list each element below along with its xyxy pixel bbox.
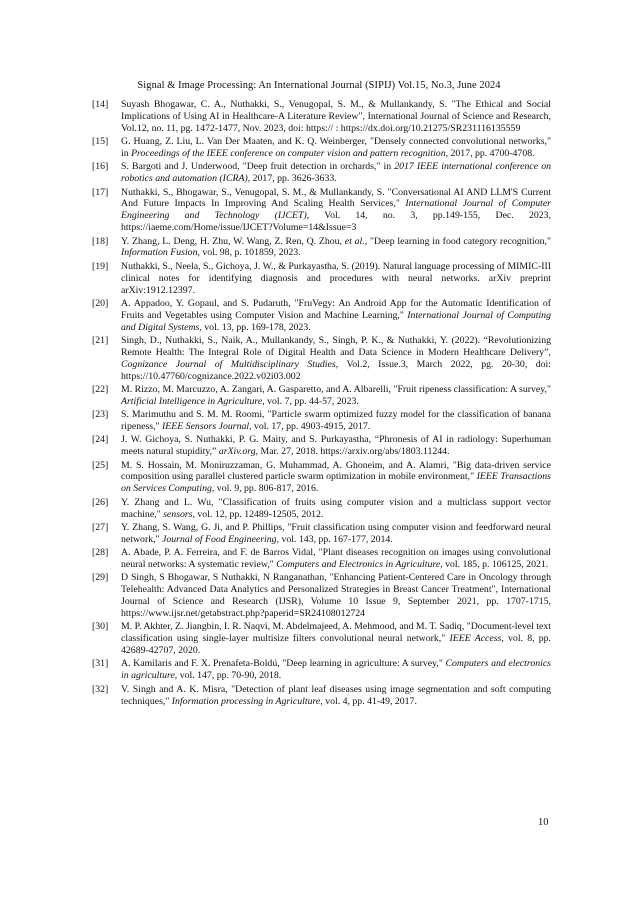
reference-number: [32] bbox=[92, 683, 109, 695]
reference-segment: vol. 13, pp. 169-178, 2023. bbox=[201, 321, 311, 333]
reference-venue: Journal of Food Engineering, bbox=[162, 533, 280, 545]
reference-item bbox=[92, 658, 551, 682]
reference-number: [25] bbox=[92, 459, 109, 471]
running-header: Signal & Image Processing: An International Journal (SIPIJ) Vol.15, No.3, June 2024 bbox=[137, 80, 501, 91]
reference-number: [15] bbox=[92, 136, 109, 148]
reference-text bbox=[121, 236, 551, 260]
reference-text bbox=[121, 434, 551, 458]
reference-text bbox=[121, 261, 551, 297]
reference-venue: et al. bbox=[344, 235, 365, 247]
reference-segment: J. W. Gichoya, S. Nuthakki, P. G. Maity, and S. Purkayastha, “Phronesis of AI in radiology: Superhuman meets natural stupidity,” bbox=[121, 434, 551, 458]
reference-segment: , Mar. 27, 2018. https://arxiv.org/abs/1803.11244. bbox=[255, 446, 450, 458]
reference-segment: Y. Zhang and L. Wu, "Classification of fruits using computer vision and a multiclass support vector machine," bbox=[121, 496, 551, 520]
reference-venue: Information Fusion, bbox=[121, 247, 200, 259]
reference-list bbox=[92, 99, 551, 709]
reference-number: [31] bbox=[92, 658, 109, 670]
reference-number: [18] bbox=[92, 235, 109, 247]
reference-item bbox=[92, 161, 551, 185]
reference-text bbox=[121, 572, 551, 620]
reference-segment: M. Rizzo, M. Marcuzzo, A. Zangari, A. Gasparetto, and A. Albarelli, "Fruit ripeness classification: A survey," bbox=[121, 383, 551, 395]
reference-venue: IEEE Transactions on Services Computing, bbox=[121, 471, 551, 495]
reference-number: [19] bbox=[92, 260, 109, 272]
reference-venue: Cognizance Journal of Multidisciplinary Studies bbox=[121, 358, 336, 370]
reference-segment: V. Singh and A. K. Misra, "Detection of plant leaf diseases using image segmentation and soft computing techniques," bbox=[121, 683, 551, 707]
reference-item bbox=[92, 99, 551, 135]
reference-item bbox=[92, 261, 551, 297]
reference-number: [16] bbox=[92, 161, 109, 173]
reference-segment: G. Huang, Z. Liu, L. Van Der Maaten, and K. Q. Weinberger, "Densely connected convolutional networks," in bbox=[121, 136, 551, 160]
reference-segment: Nuthakki, S., Neela, S., Gichoya, J. W., & Purkayastha, S. (2019). Natural language processing of MIMIC-III clinical notes for identifying diagnosis and procedures with neural networks. arXiv preprint arXiv:1912.12397. bbox=[121, 260, 551, 296]
reference-segment: vol. 185, p. 106125, 2021. bbox=[442, 559, 549, 570]
reference-number: [26] bbox=[92, 496, 109, 508]
reference-segment: S. Marimuthu and S. M. M. Roomi, "Particle swarm optimized fuzzy model for the classification of banana ripeness," bbox=[121, 409, 551, 433]
reference-segment: vol. 143, pp. 167-177, 2014. bbox=[279, 533, 393, 545]
reference-venue: Computers and Electronics in Agriculture, bbox=[276, 559, 443, 570]
reference-venue: IEEE Sensors Journal, bbox=[162, 421, 252, 433]
reference-item bbox=[92, 460, 551, 496]
reference-segment: Nuthakki, S., Bhogawar, S., Venugopal, S. M., & Mullankandy, S. "Conversational AI AND LLM'S Current And Future Impacts In Improving And Scaling Health Services," bbox=[121, 186, 551, 210]
reference-text bbox=[121, 684, 551, 708]
reference-segment: , 2017, pp. 3626-3633. bbox=[247, 173, 337, 185]
reference-venue: sensors, bbox=[163, 508, 195, 520]
reference-item bbox=[92, 547, 551, 571]
reference-number: [28] bbox=[92, 547, 109, 559]
reference-number: [23] bbox=[92, 409, 109, 421]
reference-venue: Computers and electronics in agriculture, bbox=[121, 658, 551, 682]
reference-venue: Artificial Intelligence in Agriculture, bbox=[121, 395, 265, 407]
reference-number: [14] bbox=[92, 99, 109, 110]
reference-text bbox=[121, 658, 551, 682]
reference-item bbox=[92, 136, 551, 160]
reference-item bbox=[92, 572, 551, 620]
reference-number: [20] bbox=[92, 297, 109, 309]
reference-item bbox=[92, 335, 551, 383]
reference-number: [27] bbox=[92, 521, 109, 533]
reference-item bbox=[92, 434, 551, 458]
reference-text bbox=[121, 99, 551, 135]
reference-number: [21] bbox=[92, 334, 109, 346]
reference-item bbox=[92, 384, 551, 408]
reference-segment: M. P. Akhter, Z. Jiangbin, I. R. Naqvi, M. Abdelmajeed, A. Mehmood, and M. T. Sadiq, "Document-level text classification using single-layer multisize filters convolutional neural network," bbox=[121, 621, 551, 645]
reference-segment: vol. 4, pp. 41-49, 2017. bbox=[322, 695, 417, 707]
reference-segment: vol. 7, pp. 44-57, 2023. bbox=[264, 395, 359, 407]
reference-segment: , 2017, pp. 4700-4708. bbox=[445, 148, 535, 160]
reference-item bbox=[92, 236, 551, 260]
reference-venue: Proceedings of the IEEE conference on computer vision and pattern recognition bbox=[131, 148, 446, 160]
reference-segment: Singh, D., Nuthakki, S., Naik, A., Mullankandy, S., Singh, P. K., & Nuthakki, Y. (2022). “Revolutionizing Remote Health: The Integral Role of Digital Health and Data Science in Modern Healthcare Delivery”, bbox=[121, 334, 551, 358]
reference-segment: vol. 9, pp. 806-817, 2016. bbox=[214, 483, 319, 495]
reference-text bbox=[121, 298, 551, 334]
reference-segment: S. Bargoti and J. Underwood, "Deep fruit detection in orchards," in bbox=[121, 161, 395, 173]
reference-number: [22] bbox=[92, 383, 109, 395]
reference-venue: IEEE Access, bbox=[449, 633, 504, 645]
reference-text bbox=[121, 621, 551, 657]
reference-item bbox=[92, 497, 551, 521]
reference-segment: vol. 98, p. 101859, 2023. bbox=[199, 247, 301, 259]
reference-text bbox=[121, 384, 551, 408]
reference-number: [17] bbox=[92, 186, 109, 198]
reference-item bbox=[92, 298, 551, 334]
reference-segment: vol. 8, pp. 42689-42707, 2020. bbox=[121, 633, 551, 657]
reference-item bbox=[92, 621, 551, 657]
reference-segment: A. Appadoo, Y. Gopaul, and S. Pudaruth, "FruVegy: An Android App for the Automatic Identification of Fruits and Vegetables using Computer Vision and Machine Learning," bbox=[121, 297, 551, 321]
reference-item bbox=[92, 522, 551, 546]
reference-segment: A. Kamilaris and F. X. Prenafeta-Boldú, "Deep learning in agriculture: A survey," bbox=[121, 658, 446, 670]
reference-segment: D Singh, S Bhogawar, S Nuthakki, N Ranganathan, "Enhancing Patient-Centered Care in Oncology through Telehealth: Advanced Data Analytics and Personalized Strategies in Breast Cancer Treatment", International Journal of Science and Research (IJSR), Volume 10 Issue 9, September 2021, pp. 1707-1715, https://www.ijsr.net/getabstract.php?paperid=SR24108012724 bbox=[121, 572, 551, 620]
reference-item bbox=[92, 187, 551, 235]
reference-segment: Suyash Bhogawar, C. A., Nuthakki, S., Venugopal, S. M., & Mullankandy, S. "The Ethical and Social Implications of Using AI in Healthcare-A Literature Review", International Journal of Science and Research, Vol.12, no. 11, pg. 1472-1477, Nov. 2023, doi: https:// : https://dx.doi.org/10.21275/SR231116135559 bbox=[121, 99, 551, 134]
reference-venue: 2017 IEEE international conference on robotics and automation (ICRA) bbox=[121, 161, 551, 185]
reference-text bbox=[121, 522, 551, 546]
reference-segment: Y. Zhang, S. Wang, G. Ji, and P. Phillips, "Fruit classification using computer vision and feedforward neural network," bbox=[121, 521, 551, 545]
page-number: 10 bbox=[538, 817, 549, 828]
reference-venue: arXiv.org bbox=[218, 446, 256, 458]
reference-venue: International Journal of Computer Engineering and Technology (IJCET) bbox=[121, 198, 551, 222]
reference-segment: A. Abade, P. A. Ferreira, and F. de Barros Vidal, "Plant diseases recognition on images using convolutional neural networks: A systematic review," bbox=[121, 547, 551, 570]
reference-segment: vol. 12, pp. 12489-12505, 2012. bbox=[194, 508, 324, 520]
reference-segment: vol. 147, pp. 70-90, 2018. bbox=[177, 670, 282, 682]
reference-segment: vol. 17, pp. 4903-4915, 2017. bbox=[251, 421, 371, 433]
reference-venue: Information processing in Agriculture, bbox=[171, 695, 323, 707]
reference-text bbox=[121, 161, 551, 185]
reference-segment: M. S. Hossain, M. Moniruzzaman, G. Muhammad, A. Ghoneim, and A. Alamri, "Big data-driven service composition using parallel clustered particle swarm optimization in mobile environment," bbox=[121, 459, 551, 483]
reference-segment: , Vol. 14, no. 3, pp.149-155, Dec. 2023, https://iaeme.com/Home/issue/IJCET?Volume=14&Issue=3 bbox=[121, 210, 551, 234]
reference-text bbox=[121, 136, 551, 160]
reference-text bbox=[121, 409, 551, 433]
reference-number: [24] bbox=[92, 434, 109, 446]
reference-segment: , Vol.2, Issue.3, March 2022, pg. 20-30, doi: https://10.47760/cognizance.2022.v02i03.002 bbox=[121, 358, 552, 382]
reference-text bbox=[121, 335, 551, 383]
reference-number: [29] bbox=[92, 572, 109, 584]
reference-number: [30] bbox=[92, 621, 109, 633]
reference-text bbox=[121, 497, 551, 521]
reference-venue: International Journal of Computing and Digital Systems, bbox=[121, 309, 551, 333]
reference-text bbox=[121, 187, 551, 235]
reference-segment: , "Deep learning in food category recognition," bbox=[364, 235, 551, 247]
reference-text bbox=[121, 547, 551, 571]
reference-segment: Y. Zhang, L. Deng, H. Zhu, W. Wang, Z. Ren, Q. Zhou, bbox=[121, 235, 345, 247]
reference-item bbox=[92, 409, 551, 433]
reference-text bbox=[121, 460, 551, 496]
reference-item bbox=[92, 684, 551, 708]
